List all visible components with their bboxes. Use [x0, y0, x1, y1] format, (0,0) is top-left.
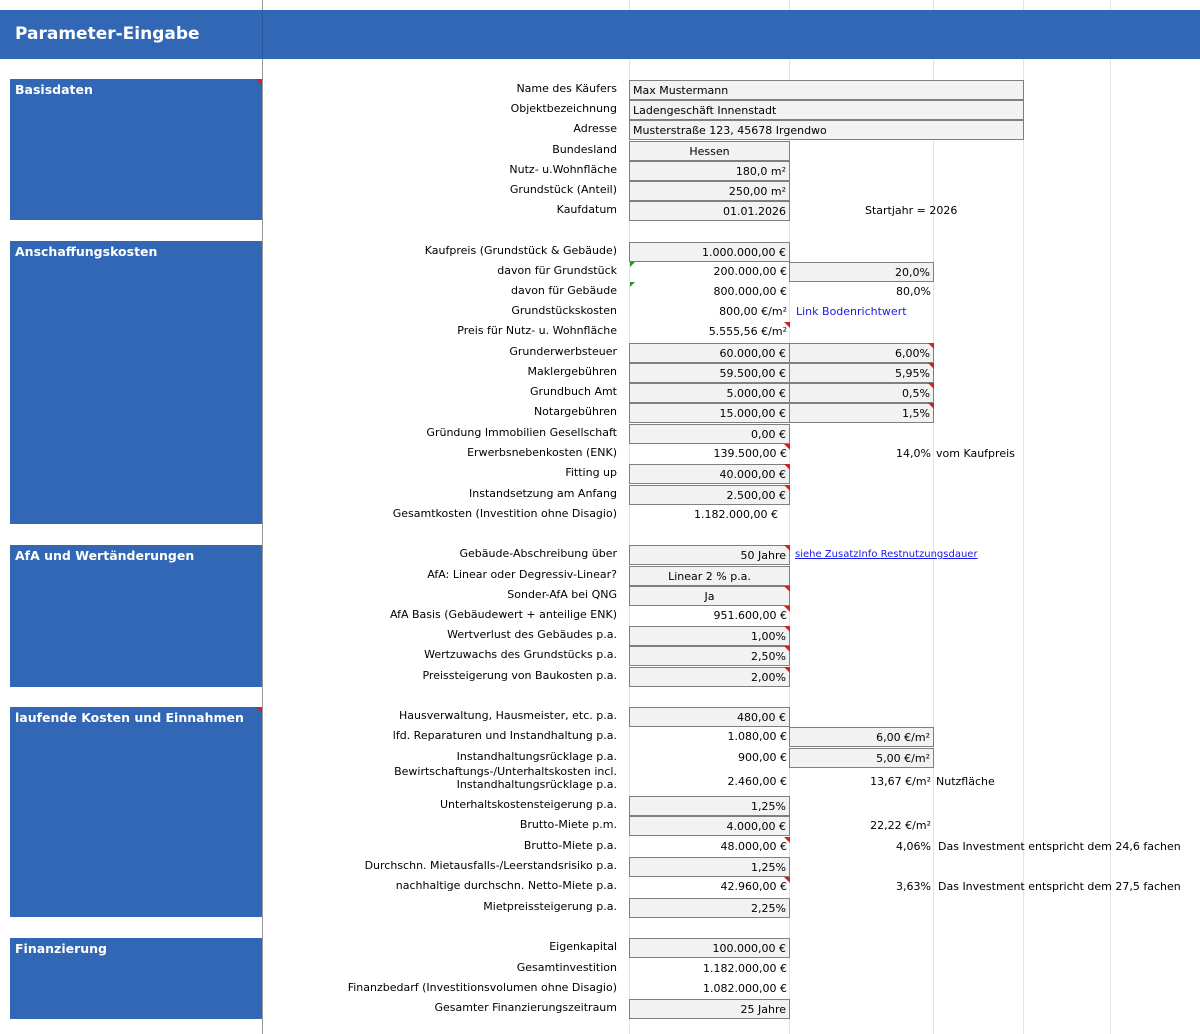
- construction-cost-increase-input[interactable]: 2,00%: [629, 667, 790, 687]
- repairs-per-m2-input[interactable]: 6,00 €/m²: [789, 727, 934, 747]
- financing-need-value: 1.082.000,00 €: [703, 982, 787, 995]
- operating-costs-value: 2.460,00 €: [727, 775, 787, 788]
- row-eigenkapital: [0, 938, 1200, 958]
- initial-repair-input[interactable]: 2.500,00 €: [629, 485, 790, 505]
- row-label: Kaufdatum: [556, 203, 617, 216]
- land-registry-rate-input[interactable]: 0,5%: [789, 383, 934, 403]
- row-finanzbedarf: [0, 979, 1200, 999]
- broker-fee-value: 59.500,00 €: [629, 363, 790, 383]
- land-share-input[interactable]: 20,0%: [789, 262, 934, 282]
- net-yield: 3,63%: [896, 880, 931, 893]
- building-share: 80,0%: [896, 285, 931, 298]
- buyer-name-input[interactable]: Max Mustermann: [629, 80, 1024, 100]
- header-split: [262, 10, 263, 59]
- row-bundesland: [0, 141, 1200, 161]
- land-registry-value: 5.000,00 €: [629, 383, 790, 403]
- comment-flag: [928, 363, 934, 369]
- row-label: Gebäude-Abschreibung über: [459, 547, 617, 560]
- ancillary-costs-rate: 14,0%: [896, 447, 931, 460]
- row-label: Wertzuwachs des Grundstücks p.a.: [424, 648, 617, 661]
- row-label: Maklergebühren: [527, 365, 617, 378]
- remaining-life-link[interactable]: siehe ZusatzInfo Restnutzungsdauer: [795, 549, 978, 560]
- comment-flag: [784, 667, 790, 673]
- net-multiplier-note: Das Investment entspricht dem 27,5 fachen: [938, 880, 1181, 893]
- row-label-line-1: Bewirtschaftungs-/Unterhaltskosten incl.: [394, 765, 617, 778]
- row-label: AfA Basis (Gebäudewert + anteilige ENK): [389, 608, 617, 621]
- comment-flag: [784, 626, 790, 632]
- row-hausverwaltung: [0, 707, 1200, 727]
- notary-fee-rate-input[interactable]: 1,5%: [789, 403, 934, 423]
- row-label: Hausverwaltung, Hausmeister, etc. p.a.: [399, 709, 617, 722]
- row-label: lfd. Reparaturen und Instandhaltung p.a.: [392, 729, 617, 742]
- purchase-date-input[interactable]: 01.01.2026: [629, 201, 790, 221]
- row-afa-methode: [0, 566, 1200, 586]
- row-kaufdatum: [0, 201, 1200, 221]
- row-grundstueck-anteil: [0, 262, 1200, 282]
- comment-flag: [784, 485, 790, 491]
- row-gesamtkosten: [0, 505, 1200, 525]
- state-select[interactable]: Hessen: [629, 141, 790, 161]
- row-label: Kaufpreis (Grundstück & Gebäude): [424, 244, 617, 257]
- row-label: Grunderwerbsteuer: [509, 345, 617, 358]
- row-name-kaeufer: [0, 80, 1200, 100]
- property-management-input[interactable]: 480,00 €: [629, 707, 790, 727]
- row-wertzuwachs: [0, 646, 1200, 666]
- ancillary-costs-value: 139.500,00 €: [713, 447, 787, 460]
- land-appreciation-input[interactable]: 2,50%: [629, 646, 790, 666]
- row-wertverlust: [0, 626, 1200, 646]
- row-label: Bundesland: [552, 143, 617, 156]
- transfer-tax-value: 60.000,00 €: [629, 343, 790, 363]
- section-title-afa: AfA und Wertänderungen: [15, 548, 195, 563]
- comment-flag: [784, 646, 790, 652]
- row-gebaeude-anteil: [0, 282, 1200, 302]
- row-label: Preis für Nutz- u. Wohnfläche: [457, 324, 617, 337]
- comment-flag: [784, 586, 790, 592]
- building-value: 800.000,00 €: [713, 285, 787, 298]
- page-title: Parameter-Eingabe: [15, 24, 200, 44]
- comment-flag: [784, 837, 790, 843]
- land-value: 200.000,00 €: [713, 265, 787, 278]
- purchase-price-input[interactable]: 1.000.000,00 €: [629, 242, 790, 262]
- row-baukosten: [0, 667, 1200, 687]
- row-nutzflaeche: [0, 161, 1200, 181]
- row-gesamtinvestition: [0, 959, 1200, 979]
- building-depreciation-input[interactable]: 1,00%: [629, 626, 790, 646]
- vacancy-risk-input[interactable]: 1,25%: [629, 857, 790, 877]
- gross-rent-per-m2: 22,22 €/m²: [870, 819, 931, 832]
- comment-flag: [784, 877, 790, 883]
- row-unterhalt-steigerung: [0, 796, 1200, 816]
- row-afa-basis: [0, 606, 1200, 626]
- row-label: Preissteigerung von Baukosten p.a.: [422, 669, 617, 682]
- row-label: Fitting up: [565, 466, 617, 479]
- transfer-tax-rate-input[interactable]: 6,00%: [789, 343, 934, 363]
- ancillary-costs-note: vom Kaufpreis: [936, 447, 1015, 460]
- row-label: Gesamtkosten (Investition ohne Disagio): [392, 507, 617, 520]
- row-label: Durchschn. Mietausfalls-/Leerstandsrisiko p.a.: [364, 859, 617, 872]
- row-label: Notargebühren: [533, 405, 617, 418]
- depreciation-base-value: 951.600,00 €: [713, 609, 787, 622]
- row-grundstueckskosten: [0, 302, 1200, 322]
- row-label: Wertverlust des Gebäudes p.a.: [447, 628, 617, 641]
- row-label: Brutto-Miete p.m.: [519, 818, 617, 831]
- row-brutto-miete-pm: [0, 816, 1200, 836]
- row-label: Gesamter Finanzierungszeitraum: [434, 1001, 617, 1014]
- depreciation-years-input[interactable]: 50 Jahre: [629, 545, 790, 565]
- formula-flag: [630, 262, 635, 267]
- row-bewirtschaftung: [0, 765, 1200, 792]
- row-label: Grundbuch Amt: [530, 385, 617, 398]
- row-mietausfall: [0, 857, 1200, 877]
- gross-yield: 4,06%: [896, 840, 931, 853]
- comment-flag: [928, 383, 934, 389]
- row-label: Adresse: [573, 122, 617, 135]
- row-label: Grundstückskosten: [511, 304, 617, 317]
- row-objektbezeichnung: [0, 100, 1200, 120]
- address-input[interactable]: Musterstraße 123, 45678 Irgendwo: [629, 120, 1024, 140]
- rent-increase-input[interactable]: 2,25%: [629, 898, 790, 918]
- maintenance-reserve-per-m2-input[interactable]: 5,00 €/m²: [789, 748, 934, 768]
- row-abschreibung: [0, 545, 1200, 565]
- comment-flag: [928, 403, 934, 409]
- row-label: Brutto-Miete p.a.: [523, 839, 617, 852]
- formula-flag: [630, 282, 635, 287]
- broker-fee-rate-input[interactable]: 5,95%: [789, 363, 934, 383]
- row-label-multiline: [394, 765, 617, 791]
- row-fitting-up: [0, 464, 1200, 484]
- comment-flag: [784, 606, 790, 612]
- gross-multiplier-note: Das Investment entspricht dem 24,6 fachen: [938, 840, 1181, 853]
- operating-costs-note: Nutzfläche: [936, 775, 995, 788]
- row-enk: [0, 444, 1200, 464]
- row-label: davon für Gebäude: [510, 284, 617, 297]
- plot-area-input[interactable]: 250,00 m²: [629, 181, 790, 201]
- living-area-input[interactable]: 180,0 m²: [629, 161, 790, 181]
- comment-flag: [784, 444, 790, 450]
- gross-rent-monthly-input[interactable]: 4.000,00 €: [629, 816, 790, 836]
- row-instandsetzung: [0, 485, 1200, 505]
- row-brutto-miete-pa: [0, 837, 1200, 857]
- section-title-anschaffungskosten: Anschaffungskosten: [15, 244, 158, 259]
- row-label: Nutz- u.Wohnfläche: [509, 163, 617, 176]
- row-label: AfA: Linear oder Degressiv-Linear?: [427, 568, 617, 581]
- row-finanzierungszeitraum: [0, 999, 1200, 1019]
- row-sonder-afa: [0, 586, 1200, 606]
- comment-flag: [784, 545, 790, 551]
- row-label: Objektbezeichnung: [510, 102, 617, 115]
- total-costs-value: 1.182.000,00 €: [694, 508, 778, 521]
- total-investment-value: 1.182.000,00 €: [703, 962, 787, 975]
- row-label: Erwerbsnebenkosten (ENK): [467, 446, 617, 459]
- row-label: nachhaltige durchschn. Netto-Miete p.a.: [395, 879, 617, 892]
- row-preis-nutzflaeche: [0, 322, 1200, 342]
- depreciation-method-select[interactable]: Linear 2 % p.a.: [629, 566, 790, 586]
- row-label: Instandsetzung am Anfang: [469, 487, 617, 500]
- comment-flag: [784, 464, 790, 470]
- price-per-m2: 5.555,56 €/m²: [708, 325, 787, 338]
- row-reparaturen: [0, 727, 1200, 747]
- row-maklergebuehren: [0, 363, 1200, 383]
- row-label: Grundstück (Anteil): [509, 183, 617, 196]
- row-label: Eigenkapital: [549, 940, 617, 953]
- special-depreciation-select[interactable]: Ja: [629, 586, 790, 606]
- notary-fee-value: 15.000,00 €: [629, 403, 790, 423]
- operating-cost-increase-input[interactable]: 1,25%: [629, 796, 790, 816]
- comment-flag: [928, 343, 934, 349]
- company-formation-input[interactable]: 0,00 €: [629, 424, 790, 444]
- row-label: Unterhaltskostensteigerung p.a.: [439, 798, 617, 811]
- row-kaufpreis: [0, 242, 1200, 262]
- net-rent-annual: 42.960,00 €: [720, 880, 787, 893]
- bodenrichtwert-link[interactable]: Link Bodenrichtwert: [796, 305, 907, 318]
- section-title-laufende-kosten: laufende Kosten und Einnahmen: [15, 710, 244, 725]
- fitting-up-input[interactable]: 40.000,00 €: [629, 464, 790, 484]
- row-label: Finanzbedarf (Investitionsvolumen ohne Disagio): [347, 981, 617, 994]
- row-grunderwerbsteuer: [0, 343, 1200, 363]
- row-label: Sonder-AfA bei QNG: [507, 588, 617, 601]
- row-netto-miete: [0, 877, 1200, 897]
- comment-flag: [784, 322, 790, 328]
- row-label: Instandhaltungsrücklage p.a.: [456, 750, 617, 763]
- repairs-value: 1.080,00 €: [727, 730, 787, 743]
- land-cost-per-m2: 800,00 €/m²: [719, 305, 787, 318]
- row-gruendung: [0, 424, 1200, 444]
- row-label: davon für Grundstück: [497, 264, 617, 277]
- row-adresse: [0, 120, 1200, 140]
- row-label: Mietpreissteigerung p.a.: [483, 900, 617, 913]
- row-label: Gründung Immobilien Gesellschaft: [426, 426, 617, 439]
- operating-costs-per-m2: 13,67 €/m²: [870, 775, 931, 788]
- row-grundbuch: [0, 383, 1200, 403]
- section-title-basisdaten: Basisdaten: [15, 82, 93, 97]
- row-label: Name des Käufers: [516, 82, 617, 95]
- row-label-line-2: Instandhaltungsrücklage p.a.: [456, 778, 617, 791]
- row-mietpreissteigerung: [0, 898, 1200, 918]
- row-label: Gesamtinvestition: [516, 961, 617, 974]
- gross-rent-annual: 48.000,00 €: [720, 840, 787, 853]
- financing-period-input[interactable]: 25 Jahre: [629, 999, 790, 1019]
- start-year-note: Startjahr = 2026: [865, 204, 958, 217]
- section-title-finanzierung: Finanzierung: [15, 941, 108, 956]
- object-name-input[interactable]: Ladengeschäft Innenstadt: [629, 100, 1024, 120]
- row-notargebuehren: [0, 403, 1200, 423]
- equity-input[interactable]: 100.000,00 €: [629, 938, 790, 958]
- maintenance-reserve-value: 900,00 €: [738, 751, 787, 764]
- row-grundstueck: [0, 181, 1200, 201]
